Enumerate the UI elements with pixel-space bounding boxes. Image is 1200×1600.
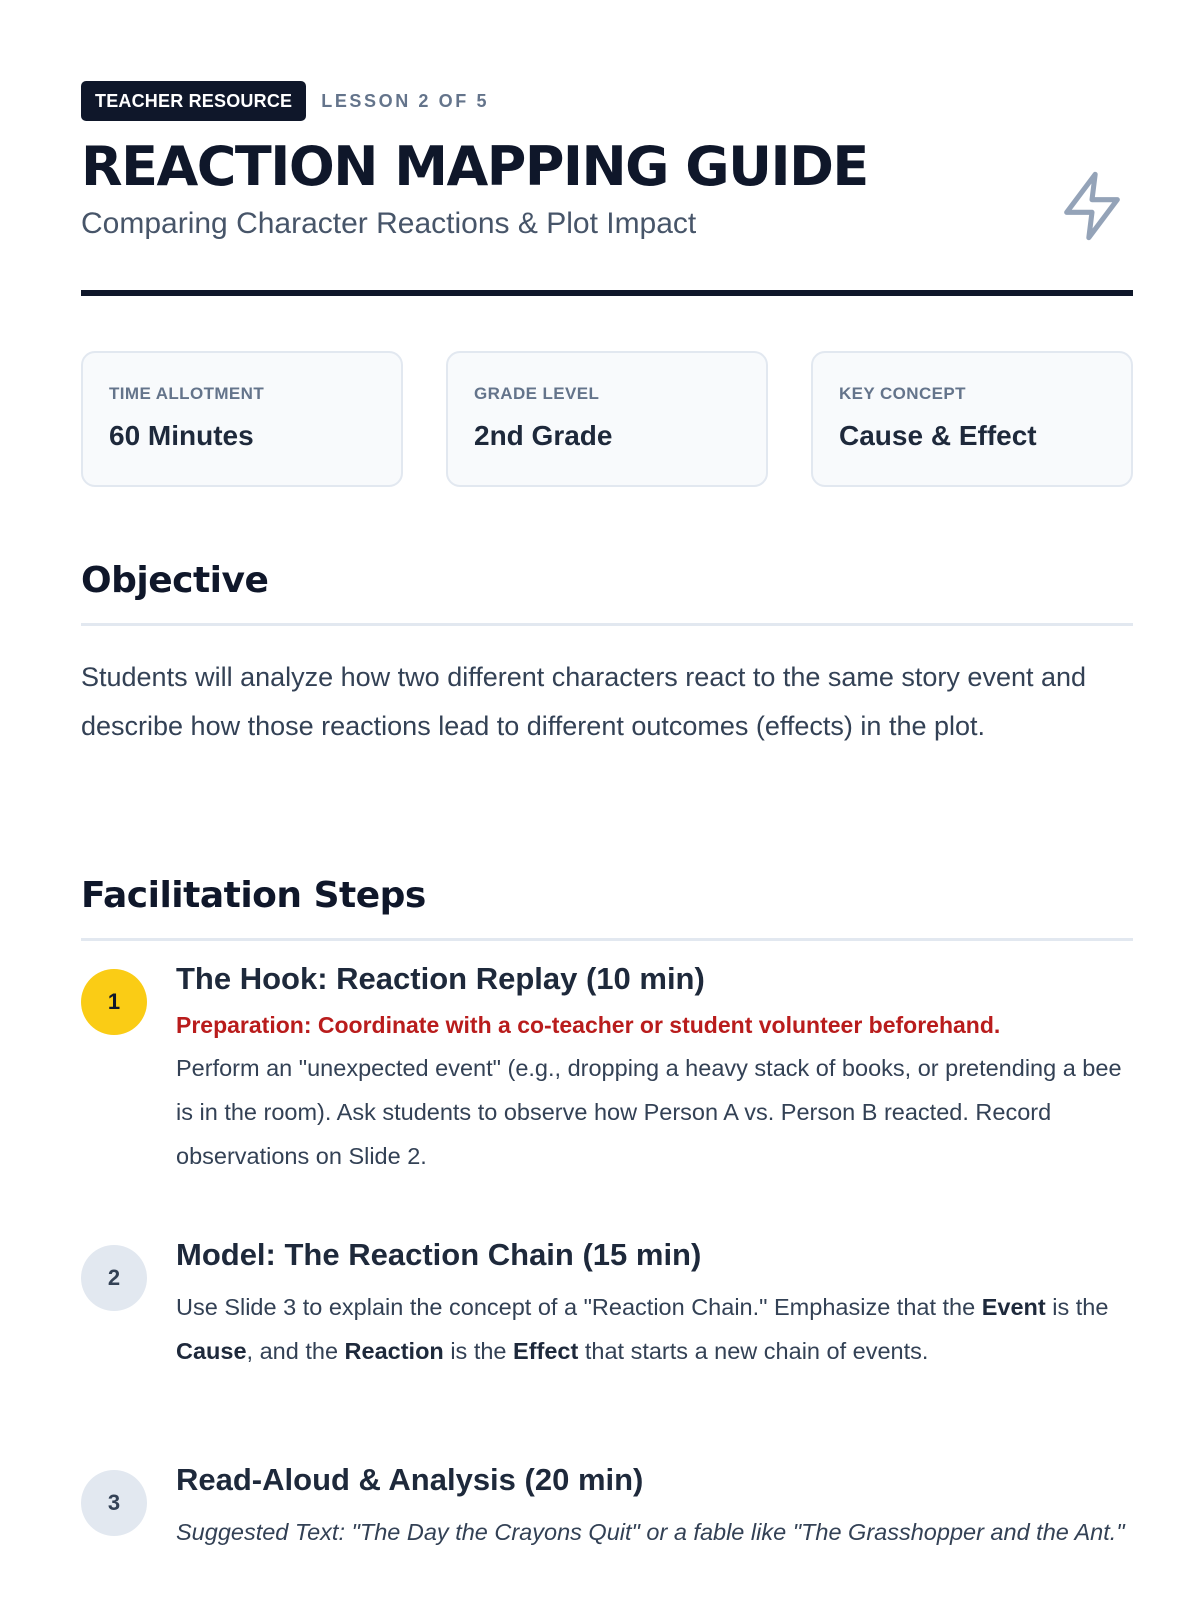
page-subtitle: Comparing Character Reactions & Plot Impact [81,207,697,240]
objective-divider [81,623,1133,626]
card-label: KEY CONCEPT [839,384,966,403]
step-title: Read-Aloud & Analysis (20 min) [176,1462,644,1497]
card-value: 60 Minutes [109,420,254,451]
step-number-badge: 1 [81,969,147,1035]
card-label: GRADE LEVEL [474,384,600,403]
lesson-progress: LESSON 2 OF 5 [321,90,490,111]
step-title: The Hook: Reaction Replay (10 min) [176,961,705,996]
step-title: Model: The Reaction Chain (15 min) [176,1237,702,1272]
step-description: Suggested Text: "The Day the Crayons Quit" or a fable like "The Grasshopper and the Ant." [176,1519,1125,1545]
step-description: Use Slide 3 to explain the concept of a "Reaction Chain." Emphasize that the Event is the Cause, and the Reaction is the Effect that starts a new chain of events. [176,1294,1109,1364]
page-title: REACTION MAPPING GUIDE [81,135,868,198]
term-event: Event [981,1294,1046,1320]
step-number-badge: 2 [81,1245,147,1311]
lightning-bolt-icon [1054,168,1130,244]
info-card-grade [446,351,768,487]
objective-heading: Objective [81,560,269,601]
step-number-badge: 3 [81,1470,147,1536]
term-effect: Effect [513,1338,579,1364]
step-body [176,1460,1141,1554]
step-body [176,959,1141,1178]
step-description: Perform an "unexpected event" (e.g., dropping a heavy stack of books, or pretending a bee is in the room). Ask students to observe how Person A vs. Person B reacted. Record observations on Slide 2. [176,1055,1122,1169]
step-body [176,1235,1141,1373]
header-divider [81,290,1133,296]
facilitation-heading: Facilitation Steps [81,875,426,916]
eyebrow [81,81,489,121]
facilitation-divider [81,938,1133,941]
info-card-concept [811,351,1133,487]
term-cause: Cause [176,1338,247,1364]
step-preparation-note: Preparation: Coordinate with a co-teacher or student volunteer beforehand. [176,1012,1001,1038]
info-cards [81,351,1133,487]
teacher-resource-badge: TEACHER RESOURCE [81,81,306,121]
term-reaction: Reaction [344,1338,444,1364]
info-card-time [81,351,403,487]
card-value: 2nd Grade [474,420,613,451]
objective-text: Students will analyze how two different characters react to the same story event and describe how those reactions lead to different outcomes (effects) in the plot. [81,662,1087,741]
card-value: Cause & Effect [839,420,1037,451]
card-label: TIME ALLOTMENT [109,384,265,403]
